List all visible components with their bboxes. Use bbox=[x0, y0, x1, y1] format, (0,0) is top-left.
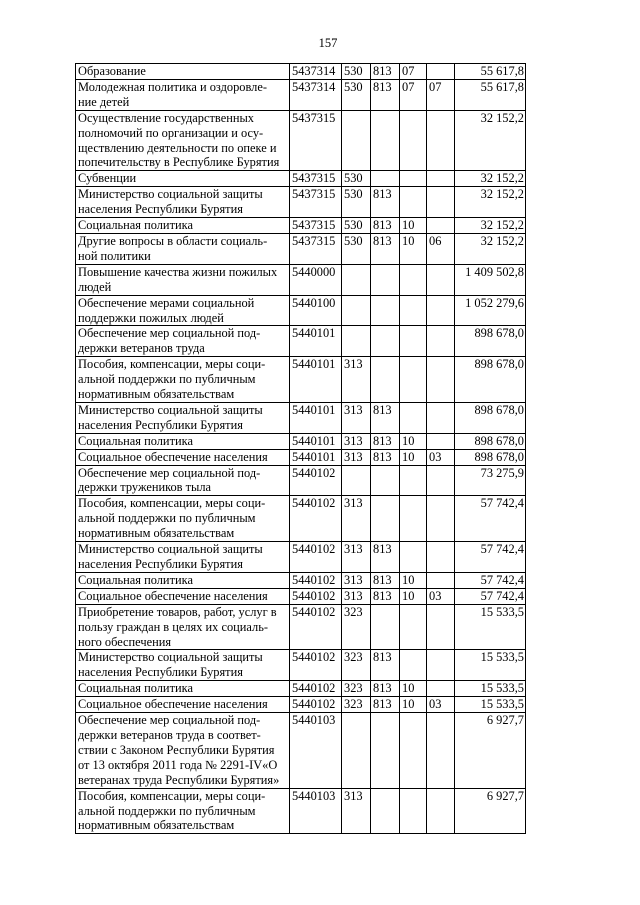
cell-subsection bbox=[427, 218, 455, 234]
cell-target-code: 5440000 bbox=[290, 264, 342, 295]
cell-subsection bbox=[427, 650, 455, 681]
cell-target-code: 5440102 bbox=[290, 588, 342, 604]
cell-amount: 898 678,0 bbox=[455, 326, 526, 357]
cell-ministry-code: 813 bbox=[371, 572, 400, 588]
cell-target-code: 5440102 bbox=[290, 650, 342, 681]
cell-target-code: 5440100 bbox=[290, 295, 342, 326]
cell-subsection bbox=[427, 496, 455, 542]
cell-amount: 1 409 502,8 bbox=[455, 264, 526, 295]
cell-subsection bbox=[427, 604, 455, 650]
cell-section: 07 bbox=[400, 79, 427, 110]
cell-subsection bbox=[427, 572, 455, 588]
cell-name: Обеспечение мер социальной под- держки тружеников тыла bbox=[76, 465, 290, 496]
cell-section bbox=[400, 496, 427, 542]
cell-section bbox=[400, 402, 427, 433]
table-row bbox=[76, 326, 526, 357]
cell-ministry-code: 813 bbox=[371, 697, 400, 713]
table-row bbox=[76, 295, 526, 326]
cell-ministry-code: 813 bbox=[371, 542, 400, 573]
cell-ministry-code bbox=[371, 788, 400, 834]
cell-name: Социальное обеспечение населения bbox=[76, 449, 290, 465]
cell-target-code: 5440103 bbox=[290, 788, 342, 834]
cell-amount: 15 533,5 bbox=[455, 604, 526, 650]
table-row bbox=[76, 542, 526, 573]
cell-subsection: 03 bbox=[427, 697, 455, 713]
cell-expense-type: 323 bbox=[342, 681, 371, 697]
table-row bbox=[76, 681, 526, 697]
cell-section: 10 bbox=[400, 233, 427, 264]
table-row bbox=[76, 650, 526, 681]
table-row bbox=[76, 604, 526, 650]
cell-ministry-code bbox=[371, 496, 400, 542]
cell-expense-type: 323 bbox=[342, 650, 371, 681]
cell-name: Министерство социальной защиты населения Республики Бурятия bbox=[76, 650, 290, 681]
cell-ministry-code: 813 bbox=[371, 588, 400, 604]
cell-name: Социальное обеспечение населения bbox=[76, 697, 290, 713]
cell-amount: 898 678,0 bbox=[455, 449, 526, 465]
cell-expense-type: 530 bbox=[342, 218, 371, 234]
table-row bbox=[76, 465, 526, 496]
table-row bbox=[76, 713, 526, 789]
cell-expense-type: 313 bbox=[342, 357, 371, 403]
cell-target-code: 5440101 bbox=[290, 402, 342, 433]
cell-name: Приобретение товаров, работ, услуг в пользу граждан в целях их социаль- ного обеспечения bbox=[76, 604, 290, 650]
table-row bbox=[76, 79, 526, 110]
cell-expense-type bbox=[342, 713, 371, 789]
table-row bbox=[76, 449, 526, 465]
table-row bbox=[76, 572, 526, 588]
table-row bbox=[76, 264, 526, 295]
cell-subsection bbox=[427, 64, 455, 80]
cell-subsection bbox=[427, 295, 455, 326]
table-row bbox=[76, 402, 526, 433]
cell-target-code: 5437315 bbox=[290, 233, 342, 264]
cell-section: 10 bbox=[400, 572, 427, 588]
table-row bbox=[76, 233, 526, 264]
cell-ministry-code bbox=[371, 713, 400, 789]
cell-name: Социальная политика bbox=[76, 681, 290, 697]
cell-target-code: 5440102 bbox=[290, 496, 342, 542]
page-number: 157 bbox=[318, 36, 338, 50]
cell-target-code: 5440102 bbox=[290, 542, 342, 573]
cell-ministry-code: 813 bbox=[371, 681, 400, 697]
cell-ministry-code: 813 bbox=[371, 218, 400, 234]
cell-expense-type: 323 bbox=[342, 697, 371, 713]
cell-section: 10 bbox=[400, 681, 427, 697]
cell-target-code: 5437315 bbox=[290, 218, 342, 234]
table-row bbox=[76, 496, 526, 542]
table-row bbox=[76, 697, 526, 713]
cell-expense-type bbox=[342, 465, 371, 496]
budget-table-body bbox=[76, 64, 526, 834]
cell-target-code: 5440103 bbox=[290, 713, 342, 789]
cell-target-code: 5440101 bbox=[290, 326, 342, 357]
cell-expense-type: 323 bbox=[342, 604, 371, 650]
cell-target-code: 5440102 bbox=[290, 681, 342, 697]
cell-expense-type: 530 bbox=[342, 64, 371, 80]
cell-target-code: 5437315 bbox=[290, 110, 342, 171]
cell-ministry-code bbox=[371, 110, 400, 171]
cell-name: Образование bbox=[76, 64, 290, 80]
cell-name: Другие вопросы в области социаль- ной политики bbox=[76, 233, 290, 264]
cell-ministry-code: 813 bbox=[371, 449, 400, 465]
cell-expense-type: 313 bbox=[342, 588, 371, 604]
cell-amount: 57 742,4 bbox=[455, 588, 526, 604]
table-row bbox=[76, 433, 526, 449]
cell-expense-type bbox=[342, 295, 371, 326]
cell-name: Обеспечение мерами социальной поддержки пожилых людей bbox=[76, 295, 290, 326]
cell-amount: 32 152,2 bbox=[455, 171, 526, 187]
cell-amount: 32 152,2 bbox=[455, 233, 526, 264]
cell-section bbox=[400, 187, 427, 218]
cell-expense-type bbox=[342, 326, 371, 357]
cell-target-code: 5437314 bbox=[290, 64, 342, 80]
cell-section: 07 bbox=[400, 64, 427, 80]
cell-name: Повышение качества жизни пожилых людей bbox=[76, 264, 290, 295]
cell-subsection bbox=[427, 326, 455, 357]
cell-name: Пособия, компенсации, меры соци- альной поддержки по публичным нормативным обязательствам bbox=[76, 357, 290, 403]
cell-amount: 6 927,7 bbox=[455, 788, 526, 834]
cell-target-code: 5440102 bbox=[290, 465, 342, 496]
cell-expense-type: 313 bbox=[342, 433, 371, 449]
cell-expense-type: 530 bbox=[342, 187, 371, 218]
cell-name: Социальное обеспечение населения bbox=[76, 588, 290, 604]
cell-expense-type: 530 bbox=[342, 233, 371, 264]
cell-amount: 32 152,2 bbox=[455, 110, 526, 171]
cell-ministry-code: 813 bbox=[371, 402, 400, 433]
cell-section bbox=[400, 650, 427, 681]
cell-subsection: 03 bbox=[427, 588, 455, 604]
cell-amount: 898 678,0 bbox=[455, 402, 526, 433]
cell-subsection bbox=[427, 171, 455, 187]
cell-target-code: 5440102 bbox=[290, 604, 342, 650]
cell-name: Пособия, компенсации, меры соци- альной поддержки по публичным нормативным обязательствам bbox=[76, 496, 290, 542]
cell-ministry-code: 813 bbox=[371, 187, 400, 218]
cell-amount: 15 533,5 bbox=[455, 650, 526, 681]
cell-name: Осуществление государственных полномочий по организации и осу- ществлению деятельности по опеке и попечительству в Республике Бурятия bbox=[76, 110, 290, 171]
cell-section bbox=[400, 110, 427, 171]
cell-expense-type: 313 bbox=[342, 402, 371, 433]
cell-amount: 32 152,2 bbox=[455, 218, 526, 234]
cell-name: Социальная политика bbox=[76, 433, 290, 449]
cell-section bbox=[400, 788, 427, 834]
cell-expense-type bbox=[342, 264, 371, 295]
cell-amount: 32 152,2 bbox=[455, 187, 526, 218]
cell-subsection bbox=[427, 264, 455, 295]
cell-ministry-code bbox=[371, 171, 400, 187]
cell-amount: 57 742,4 bbox=[455, 496, 526, 542]
cell-amount: 55 617,8 bbox=[455, 64, 526, 80]
cell-section bbox=[400, 357, 427, 403]
cell-expense-type: 313 bbox=[342, 788, 371, 834]
cell-subsection: 07 bbox=[427, 79, 455, 110]
cell-subsection bbox=[427, 788, 455, 834]
cell-target-code: 5440102 bbox=[290, 572, 342, 588]
cell-expense-type: 313 bbox=[342, 496, 371, 542]
cell-expense-type: 313 bbox=[342, 449, 371, 465]
cell-amount: 1 052 279,6 bbox=[455, 295, 526, 326]
table-row bbox=[76, 64, 526, 80]
cell-section bbox=[400, 326, 427, 357]
cell-name: Обеспечение мер социальной под- держки ветеранов труда в соответ- ствии с Законом Республики Бурятия от 13 октября 2011 года № 2291-IV«О ветеранах труда Республики Бурятия» bbox=[76, 713, 290, 789]
cell-ministry-code bbox=[371, 264, 400, 295]
cell-subsection bbox=[427, 465, 455, 496]
cell-ministry-code bbox=[371, 357, 400, 403]
cell-subsection bbox=[427, 542, 455, 573]
cell-name: Обеспечение мер социальной под- держки ветеранов труда bbox=[76, 326, 290, 357]
cell-expense-type: 313 bbox=[342, 572, 371, 588]
cell-amount: 55 617,8 bbox=[455, 79, 526, 110]
cell-section: 10 bbox=[400, 588, 427, 604]
table-row bbox=[76, 187, 526, 218]
table-row bbox=[76, 357, 526, 403]
cell-section: 10 bbox=[400, 433, 427, 449]
cell-amount: 6 927,7 bbox=[455, 713, 526, 789]
cell-name: Министерство социальной защиты населения Республики Бурятия bbox=[76, 402, 290, 433]
cell-amount: 73 275,9 bbox=[455, 465, 526, 496]
cell-section bbox=[400, 264, 427, 295]
cell-subsection bbox=[427, 713, 455, 789]
cell-ministry-code: 813 bbox=[371, 79, 400, 110]
cell-name: Министерство социальной защиты населения Республики Бурятия bbox=[76, 187, 290, 218]
cell-section: 10 bbox=[400, 449, 427, 465]
cell-target-code: 5440102 bbox=[290, 697, 342, 713]
cell-ministry-code: 813 bbox=[371, 64, 400, 80]
cell-section bbox=[400, 465, 427, 496]
table-row bbox=[76, 110, 526, 171]
cell-section bbox=[400, 295, 427, 326]
table-row bbox=[76, 788, 526, 834]
cell-section: 10 bbox=[400, 218, 427, 234]
cell-expense-type: 530 bbox=[342, 171, 371, 187]
cell-amount: 898 678,0 bbox=[455, 357, 526, 403]
table-row bbox=[76, 588, 526, 604]
cell-amount: 898 678,0 bbox=[455, 433, 526, 449]
cell-name: Молодежная политика и оздоровле- ние детей bbox=[76, 79, 290, 110]
cell-ministry-code: 813 bbox=[371, 433, 400, 449]
cell-target-code: 5440101 bbox=[290, 357, 342, 403]
cell-subsection: 06 bbox=[427, 233, 455, 264]
cell-target-code: 5437315 bbox=[290, 187, 342, 218]
table-row bbox=[76, 218, 526, 234]
cell-name: Социальная политика bbox=[76, 218, 290, 234]
cell-ministry-code: 813 bbox=[371, 233, 400, 264]
cell-name: Социальная политика bbox=[76, 572, 290, 588]
cell-ministry-code bbox=[371, 465, 400, 496]
cell-subsection bbox=[427, 433, 455, 449]
cell-ministry-code bbox=[371, 295, 400, 326]
cell-amount: 57 742,4 bbox=[455, 542, 526, 573]
cell-ministry-code bbox=[371, 326, 400, 357]
cell-subsection bbox=[427, 681, 455, 697]
cell-expense-type: 313 bbox=[342, 542, 371, 573]
cell-target-code: 5440101 bbox=[290, 449, 342, 465]
cell-amount: 15 533,5 bbox=[455, 697, 526, 713]
cell-amount: 15 533,5 bbox=[455, 681, 526, 697]
table-row bbox=[76, 171, 526, 187]
cell-subsection bbox=[427, 187, 455, 218]
cell-ministry-code bbox=[371, 604, 400, 650]
cell-section: 10 bbox=[400, 697, 427, 713]
budget-table bbox=[75, 63, 526, 834]
cell-expense-type bbox=[342, 110, 371, 171]
cell-section bbox=[400, 171, 427, 187]
cell-target-code: 5437314 bbox=[290, 79, 342, 110]
cell-name: Пособия, компенсации, меры соци- альной поддержки по публичным нормативным обязательствам bbox=[76, 788, 290, 834]
cell-subsection bbox=[427, 357, 455, 403]
cell-subsection: 03 bbox=[427, 449, 455, 465]
cell-name: Субвенции bbox=[76, 171, 290, 187]
cell-subsection bbox=[427, 110, 455, 171]
cell-amount: 57 742,4 bbox=[455, 572, 526, 588]
cell-target-code: 5440101 bbox=[290, 433, 342, 449]
cell-target-code: 5437315 bbox=[290, 171, 342, 187]
cell-section bbox=[400, 713, 427, 789]
cell-section bbox=[400, 604, 427, 650]
cell-name: Министерство социальной защиты населения Республики Бурятия bbox=[76, 542, 290, 573]
cell-section bbox=[400, 542, 427, 573]
cell-subsection bbox=[427, 402, 455, 433]
cell-expense-type: 530 bbox=[342, 79, 371, 110]
cell-ministry-code: 813 bbox=[371, 650, 400, 681]
